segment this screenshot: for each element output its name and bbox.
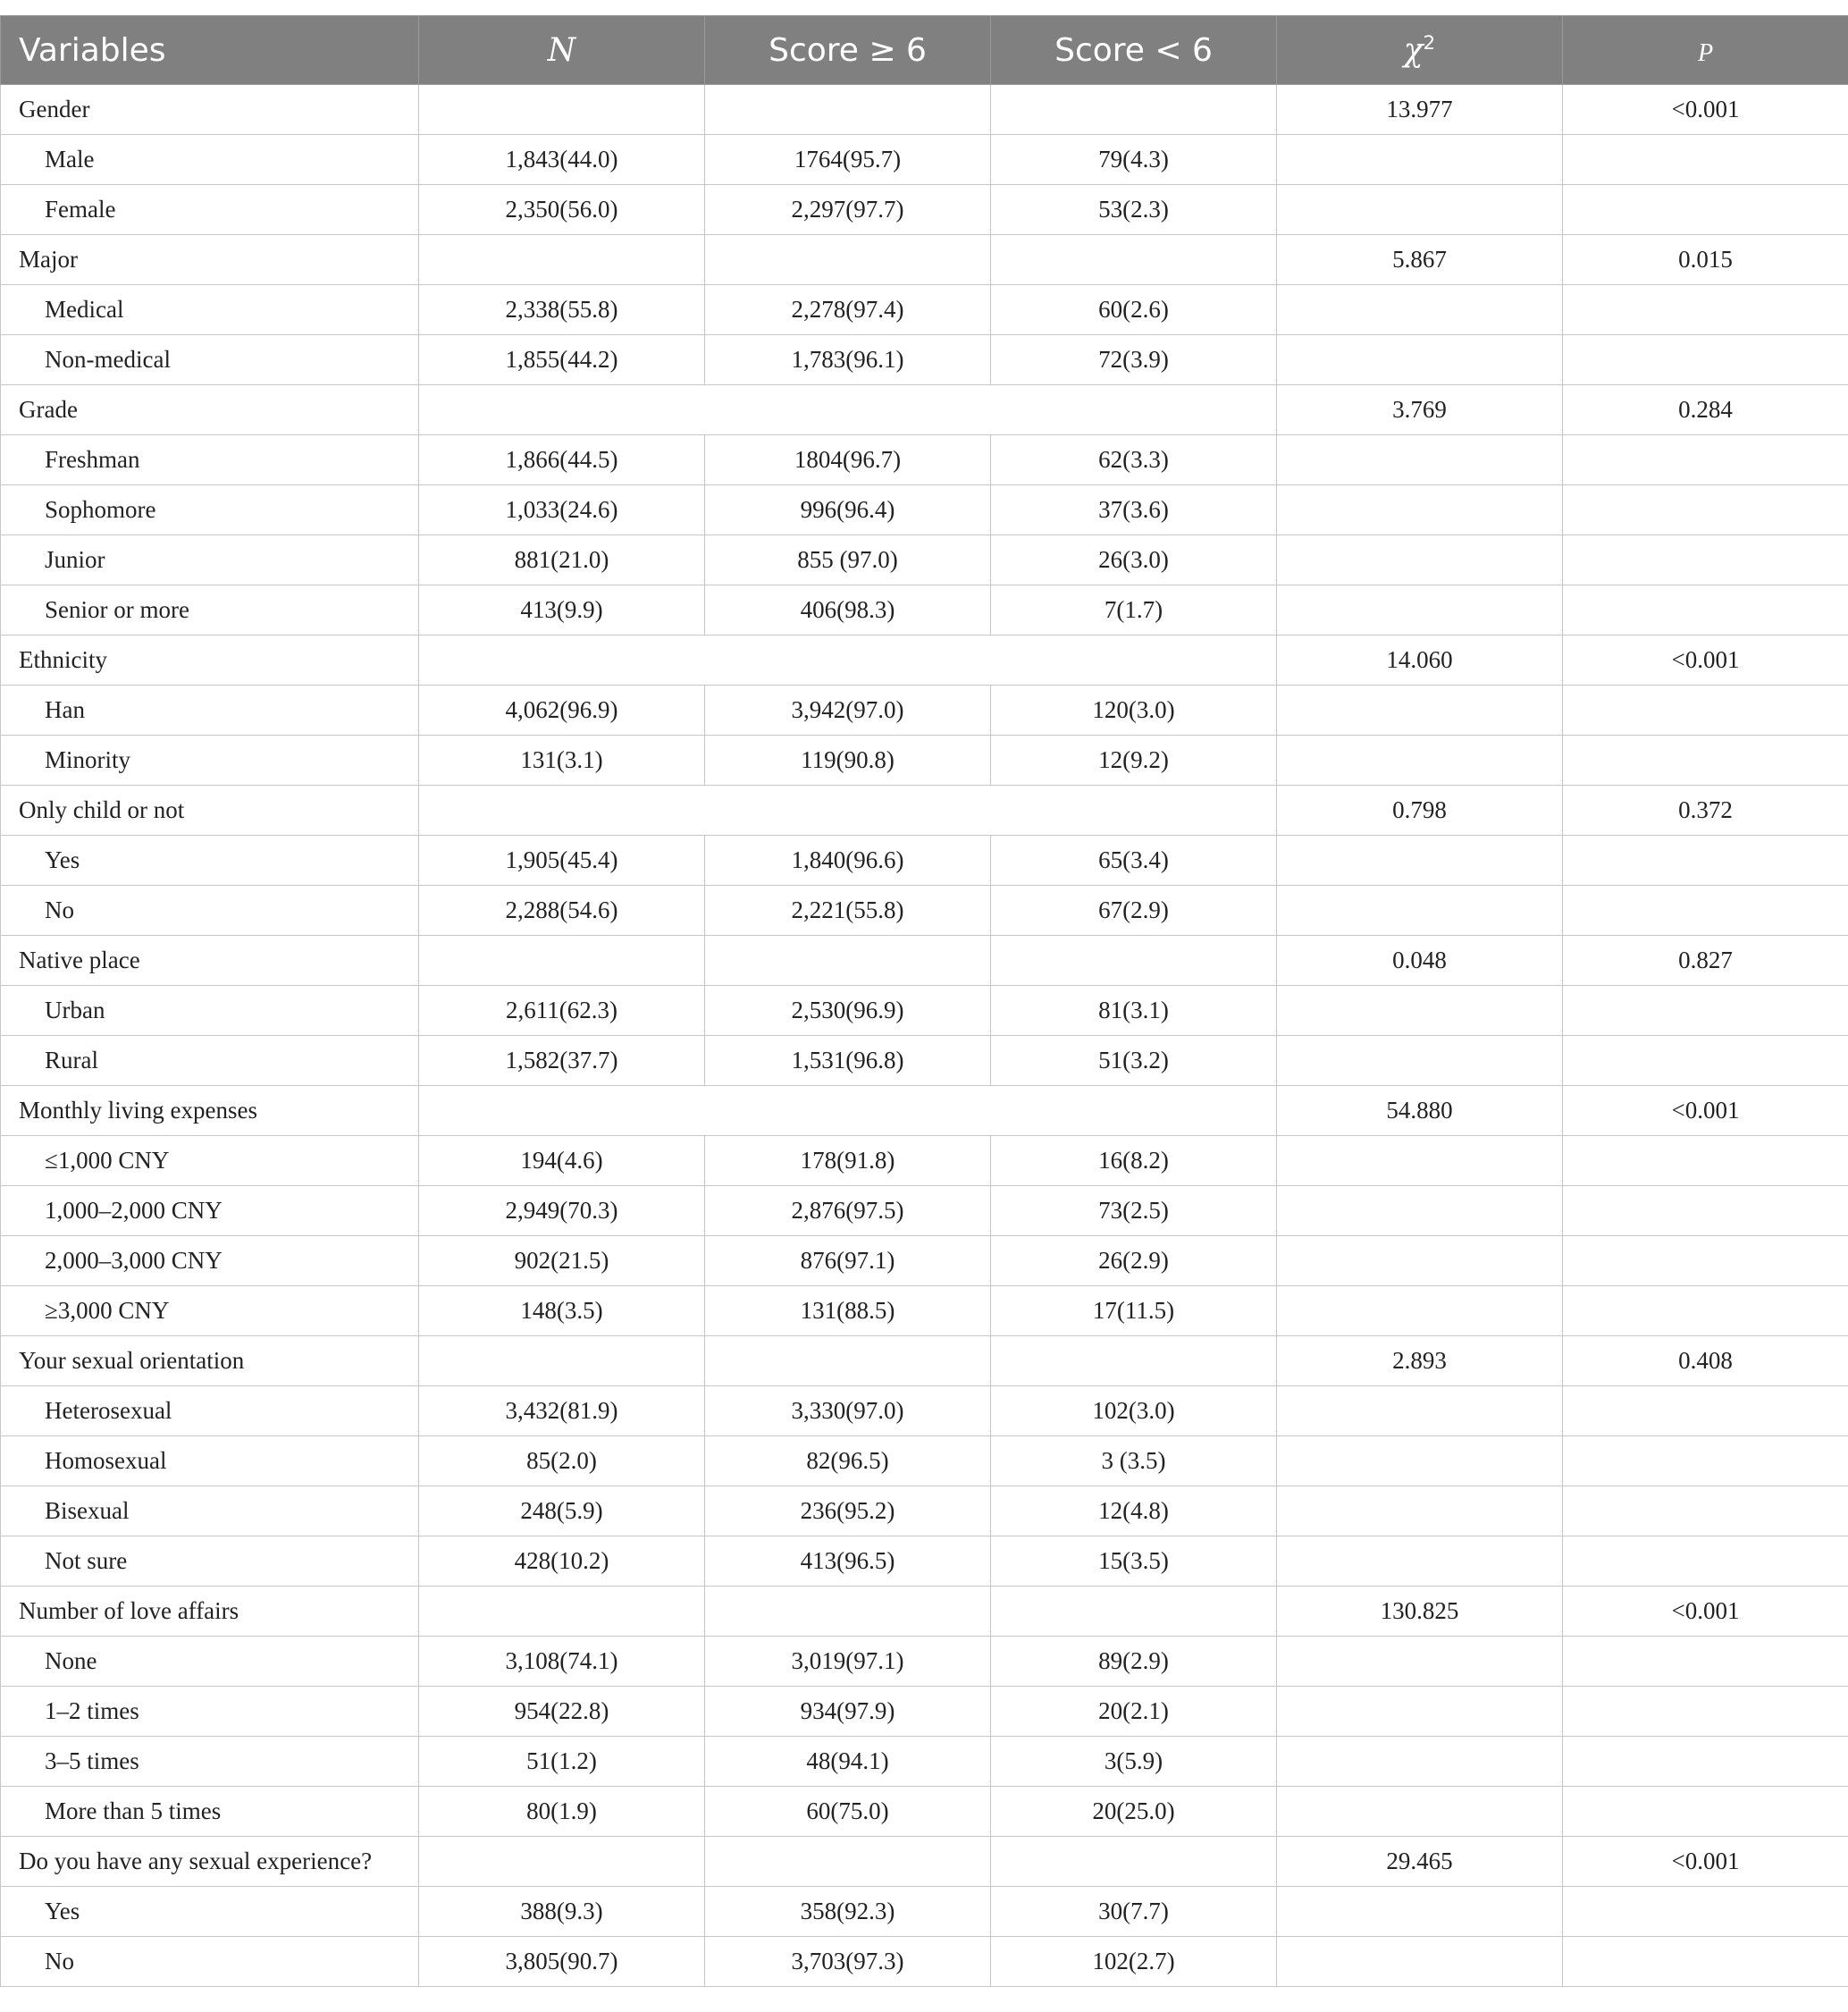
p-value-cell: 0.284 (1563, 385, 1848, 435)
n-cell: 248(5.9) (419, 1486, 705, 1536)
n-cell: 1,866(44.5) (419, 435, 705, 485)
chi-square-cell: 130.825 (1277, 1587, 1563, 1637)
n-cell (419, 1587, 705, 1637)
p-value-cell (1563, 1036, 1848, 1086)
variable-label: Monthly living expenses (1, 1086, 419, 1136)
n-cell: 2,949(70.3) (419, 1186, 705, 1236)
header-chi-square (1277, 16, 1563, 85)
score-ge-6-cell: 131(88.5) (705, 1286, 991, 1336)
score-ge-6-cell (705, 235, 991, 285)
score-ge-6-cell: 358(92.3) (705, 1887, 991, 1937)
score-ge-6-cell: 236(95.2) (705, 1486, 991, 1536)
score-ge-6-cell: 82(96.5) (705, 1436, 991, 1486)
score-ge-6-cell: 2,530(96.9) (705, 986, 991, 1036)
score-ge-6-cell: 934(97.9) (705, 1687, 991, 1737)
n-cell: 85(2.0) (419, 1436, 705, 1486)
category-label: 3–5 times (1, 1737, 419, 1787)
category-label: Heterosexual (1, 1386, 419, 1436)
chi-square-cell (1277, 135, 1563, 185)
empty-span-cell (419, 636, 1277, 686)
chi-square-cell (1277, 1887, 1563, 1937)
score-ge-6-cell: 3,019(97.1) (705, 1637, 991, 1687)
p-value-cell (1563, 585, 1848, 636)
score-ge-6-cell: 178(91.8) (705, 1136, 991, 1186)
chi-square-cell (1277, 1486, 1563, 1536)
score-lt-6-cell: 3 (3.5) (991, 1436, 1277, 1486)
score-lt-6-cell: 60(2.6) (991, 285, 1277, 335)
n-cell (419, 85, 705, 135)
chi-square-cell (1277, 886, 1563, 936)
score-lt-6-cell: 20(2.1) (991, 1687, 1277, 1737)
score-ge-6-cell: 1764(95.7) (705, 135, 991, 185)
p-value-cell: <0.001 (1563, 636, 1848, 686)
n-cell: 51(1.2) (419, 1737, 705, 1787)
table-row (1, 1136, 1848, 1186)
p-value-cell (1563, 886, 1848, 936)
header-variables: Variables (1, 16, 419, 85)
p-value-cell (1563, 1436, 1848, 1486)
score-lt-6-cell: 26(2.9) (991, 1236, 1277, 1286)
chi-square-cell (1277, 736, 1563, 786)
score-lt-6-cell: 30(7.7) (991, 1887, 1277, 1937)
score-ge-6-cell: 996(96.4) (705, 485, 991, 535)
variable-label: Gender (1, 85, 419, 135)
category-label: Junior (1, 535, 419, 585)
p-value-cell: 0.408 (1563, 1336, 1848, 1386)
n-cell: 413(9.9) (419, 585, 705, 636)
chi-square-cell (1277, 1286, 1563, 1336)
table-group-row (1, 235, 1848, 285)
category-label: Yes (1, 1887, 419, 1937)
chi-square-cell: 0.798 (1277, 786, 1563, 836)
category-label: Sophomore (1, 485, 419, 535)
p-value-cell (1563, 1236, 1848, 1286)
score-ge-6-cell: 2,297(97.7) (705, 185, 991, 235)
category-label: Bisexual (1, 1486, 419, 1536)
score-lt-6-cell: 89(2.9) (991, 1637, 1277, 1687)
p-value-cell: <0.001 (1563, 1086, 1848, 1136)
table-row (1, 1536, 1848, 1587)
chi-square-cell: 0.048 (1277, 936, 1563, 986)
score-lt-6-cell (991, 235, 1277, 285)
score-ge-6-cell: 1,840(96.6) (705, 836, 991, 886)
score-ge-6-cell: 2,221(55.8) (705, 886, 991, 936)
n-cell: 4,062(96.9) (419, 686, 705, 736)
chi-square-cell (1277, 185, 1563, 235)
n-cell: 2,611(62.3) (419, 986, 705, 1036)
p-value-cell (1563, 485, 1848, 535)
score-ge-6-cell: 3,330(97.0) (705, 1386, 991, 1436)
table-group-row (1, 1336, 1848, 1386)
score-lt-6-cell: 7(1.7) (991, 585, 1277, 636)
n-cell: 3,805(90.7) (419, 1937, 705, 1987)
n-cell (419, 235, 705, 285)
n-cell: 1,033(24.6) (419, 485, 705, 535)
table-row (1, 535, 1848, 585)
chi-square-cell (1277, 836, 1563, 886)
score-lt-6-cell: 102(2.7) (991, 1937, 1277, 1987)
table-row (1, 836, 1848, 886)
table-row (1, 1637, 1848, 1687)
chi-square-cell: 54.880 (1277, 1086, 1563, 1136)
category-label: Minority (1, 736, 419, 786)
score-lt-6-cell: 81(3.1) (991, 986, 1277, 1036)
chi-square-cell (1277, 1186, 1563, 1236)
n-cell (419, 1336, 705, 1386)
n-cell: 1,843(44.0) (419, 135, 705, 185)
category-label: 2,000–3,000 CNY (1, 1236, 419, 1286)
score-ge-6-cell: 1804(96.7) (705, 435, 991, 485)
n-cell: 194(4.6) (419, 1136, 705, 1186)
variable-label: Do you have any sexual experience? (1, 1837, 419, 1887)
category-label: Not sure (1, 1536, 419, 1587)
chi-square-cell (1277, 686, 1563, 736)
score-lt-6-cell: 53(2.3) (991, 185, 1277, 235)
p-value-cell: <0.001 (1563, 1837, 1848, 1887)
score-ge-6-cell (705, 936, 991, 986)
p-value-cell (1563, 986, 1848, 1036)
chi-square-cell: 29.465 (1277, 1837, 1563, 1887)
p-value-cell (1563, 1637, 1848, 1687)
p-value-cell (1563, 335, 1848, 385)
n-cell: 131(3.1) (419, 736, 705, 786)
score-lt-6-cell: 51(3.2) (991, 1036, 1277, 1086)
header-score-lt-6: Score < 6 (991, 16, 1277, 85)
n-cell: 954(22.8) (419, 1687, 705, 1737)
score-lt-6-cell (991, 1837, 1277, 1887)
table-group-row (1, 636, 1848, 686)
table-row (1, 1386, 1848, 1436)
chi-square-cell (1277, 1687, 1563, 1737)
chi-square-cell (1277, 485, 1563, 535)
p-value-cell (1563, 1937, 1848, 1987)
chi-square-cell (1277, 1436, 1563, 1486)
p-value-cell (1563, 1386, 1848, 1436)
p-value-cell (1563, 535, 1848, 585)
table-row (1, 1486, 1848, 1536)
n-cell: 1,582(37.7) (419, 1036, 705, 1086)
score-lt-6-cell: 20(25.0) (991, 1787, 1277, 1837)
score-ge-6-cell: 60(75.0) (705, 1787, 991, 1837)
variable-label: Your sexual orientation (1, 1336, 419, 1386)
score-ge-6-cell (705, 1837, 991, 1887)
category-label: Senior or more (1, 585, 419, 636)
table-row (1, 285, 1848, 335)
table-row (1, 1687, 1848, 1737)
empty-span-cell (419, 786, 1277, 836)
chi-square-cell (1277, 1536, 1563, 1587)
score-ge-6-cell: 413(96.5) (705, 1536, 991, 1587)
score-lt-6-cell (991, 85, 1277, 135)
table-row (1, 485, 1848, 535)
n-cell (419, 1837, 705, 1887)
p-value-cell: <0.001 (1563, 1587, 1848, 1637)
chi-square-cell (1277, 535, 1563, 585)
p-value-cell (1563, 836, 1848, 886)
n-cell: 2,288(54.6) (419, 886, 705, 936)
p-value-cell (1563, 1286, 1848, 1336)
score-ge-6-cell: 406(98.3) (705, 585, 991, 636)
score-lt-6-cell: 37(3.6) (991, 485, 1277, 535)
category-label: Han (1, 686, 419, 736)
p-value-cell (1563, 1687, 1848, 1737)
variable-label: Number of love affairs (1, 1587, 419, 1637)
score-lt-6-cell: 102(3.0) (991, 1386, 1277, 1436)
p-value-cell: 0.827 (1563, 936, 1848, 986)
chi-square-cell: 14.060 (1277, 636, 1563, 686)
score-lt-6-cell (991, 1587, 1277, 1637)
score-lt-6-cell: 120(3.0) (991, 686, 1277, 736)
n-cell: 3,108(74.1) (419, 1637, 705, 1687)
p-value-cell (1563, 435, 1848, 485)
category-label: ≥3,000 CNY (1, 1286, 419, 1336)
table-row (1, 435, 1848, 485)
chi-square-cell (1277, 1937, 1563, 1987)
chi-square-cell (1277, 1737, 1563, 1787)
category-label: ≤1,000 CNY (1, 1136, 419, 1186)
category-label: None (1, 1637, 419, 1687)
variable-label: Native place (1, 936, 419, 986)
score-lt-6-cell: 62(3.3) (991, 435, 1277, 485)
p-value-cell (1563, 1136, 1848, 1186)
score-ge-6-cell (705, 1587, 991, 1637)
chi-square-cell (1277, 285, 1563, 335)
table-row (1, 1787, 1848, 1837)
chi-square-cell (1277, 1236, 1563, 1286)
header-n (419, 16, 705, 85)
table-row (1, 1937, 1848, 1987)
table-group-row (1, 85, 1848, 135)
chi-square-cell (1277, 335, 1563, 385)
table-row (1, 1036, 1848, 1086)
score-ge-6-cell: 2,876(97.5) (705, 1186, 991, 1236)
table-group-row (1, 1587, 1848, 1637)
score-ge-6-cell: 2,278(97.4) (705, 285, 991, 335)
score-ge-6-cell: 119(90.8) (705, 736, 991, 786)
category-label: 1,000–2,000 CNY (1, 1186, 419, 1236)
table-group-row (1, 385, 1848, 435)
empty-span-cell (419, 385, 1277, 435)
score-ge-6-cell: 48(94.1) (705, 1737, 991, 1787)
statistics-table (0, 15, 1848, 1987)
score-ge-6-cell: 1,783(96.1) (705, 335, 991, 385)
score-lt-6-cell: 17(11.5) (991, 1286, 1277, 1336)
n-cell: 2,350(56.0) (419, 185, 705, 235)
n-cell: 3,432(81.9) (419, 1386, 705, 1436)
table-row (1, 1236, 1848, 1286)
n-cell (419, 936, 705, 986)
table-group-row (1, 786, 1848, 836)
n-cell: 80(1.9) (419, 1787, 705, 1837)
table-row (1, 585, 1848, 636)
chi-square-cell (1277, 1136, 1563, 1186)
n-cell: 148(3.5) (419, 1286, 705, 1336)
p-value-cell (1563, 686, 1848, 736)
score-lt-6-cell: 16(8.2) (991, 1136, 1277, 1186)
table-row (1, 1286, 1848, 1336)
table-row (1, 335, 1848, 385)
header-p (1563, 16, 1848, 85)
score-lt-6-cell (991, 936, 1277, 986)
chi-square-cell (1277, 585, 1563, 636)
n-cell: 902(21.5) (419, 1236, 705, 1286)
category-label: Female (1, 185, 419, 235)
category-label: Urban (1, 986, 419, 1036)
header-chi-exponent: 2 (1423, 31, 1436, 55)
chi-square-cell (1277, 1787, 1563, 1837)
score-lt-6-cell: 67(2.9) (991, 886, 1277, 936)
category-label: 1–2 times (1, 1687, 419, 1737)
n-cell: 388(9.3) (419, 1887, 705, 1937)
chi-square-cell: 3.769 (1277, 385, 1563, 435)
table-row (1, 135, 1848, 185)
table-row (1, 1887, 1848, 1937)
p-value-cell (1563, 135, 1848, 185)
p-value-cell: <0.001 (1563, 85, 1848, 135)
score-lt-6-cell: 12(4.8) (991, 1486, 1277, 1536)
variable-label: Only child or not (1, 786, 419, 836)
p-value-cell (1563, 1787, 1848, 1837)
category-label: More than 5 times (1, 1787, 419, 1837)
table-group-row (1, 936, 1848, 986)
table-row (1, 1737, 1848, 1787)
header-n-label: N (547, 31, 576, 69)
score-lt-6-cell: 79(4.3) (991, 135, 1277, 185)
category-label: Homosexual (1, 1436, 419, 1486)
score-ge-6-cell: 876(97.1) (705, 1236, 991, 1286)
n-cell: 1,855(44.2) (419, 335, 705, 385)
p-value-cell (1563, 1486, 1848, 1536)
category-label: Non-medical (1, 335, 419, 385)
n-cell: 2,338(55.8) (419, 285, 705, 335)
chi-square-cell (1277, 986, 1563, 1036)
table-body (1, 85, 1848, 1987)
category-label: No (1, 886, 419, 936)
table-row (1, 886, 1848, 936)
variable-label: Grade (1, 385, 419, 435)
score-lt-6-cell: 65(3.4) (991, 836, 1277, 886)
score-lt-6-cell: 15(3.5) (991, 1536, 1277, 1587)
score-ge-6-cell (705, 1336, 991, 1386)
n-cell: 428(10.2) (419, 1536, 705, 1587)
n-cell: 1,905(45.4) (419, 836, 705, 886)
chi-square-cell (1277, 435, 1563, 485)
header-p-label: P (1697, 38, 1714, 67)
variable-label: Major (1, 235, 419, 285)
header-score-ge-6: Score ≥ 6 (705, 16, 991, 85)
chi-square-cell (1277, 1036, 1563, 1086)
score-lt-6-cell: 72(3.9) (991, 335, 1277, 385)
category-label: Medical (1, 285, 419, 335)
category-label: Male (1, 135, 419, 185)
table-row (1, 686, 1848, 736)
table-row (1, 1436, 1848, 1486)
table-row (1, 185, 1848, 235)
p-value-cell (1563, 1737, 1848, 1787)
score-ge-6-cell (705, 85, 991, 135)
p-value-cell (1563, 1536, 1848, 1587)
score-ge-6-cell: 3,942(97.0) (705, 686, 991, 736)
table-row (1, 1186, 1848, 1236)
chi-square-cell (1277, 1386, 1563, 1436)
table-group-row (1, 1086, 1848, 1136)
category-label: No (1, 1937, 419, 1987)
table-group-row (1, 1837, 1848, 1887)
chi-square-cell: 5.867 (1277, 235, 1563, 285)
p-value-cell (1563, 185, 1848, 235)
score-ge-6-cell: 3,703(97.3) (705, 1937, 991, 1987)
p-value-cell: 0.015 (1563, 235, 1848, 285)
score-ge-6-cell: 855 (97.0) (705, 535, 991, 585)
score-lt-6-cell: 12(9.2) (991, 736, 1277, 786)
score-ge-6-cell: 1,531(96.8) (705, 1036, 991, 1086)
score-lt-6-cell: 3(5.9) (991, 1737, 1277, 1787)
header-chi-symbol: χ (1403, 31, 1424, 69)
score-lt-6-cell: 26(3.0) (991, 535, 1277, 585)
table-header-row (1, 16, 1848, 85)
n-cell: 881(21.0) (419, 535, 705, 585)
chi-square-cell (1277, 1637, 1563, 1687)
variable-label: Ethnicity (1, 636, 419, 686)
category-label: Rural (1, 1036, 419, 1086)
empty-span-cell (419, 1086, 1277, 1136)
p-value-cell (1563, 736, 1848, 786)
category-label: Freshman (1, 435, 419, 485)
p-value-cell: 0.372 (1563, 786, 1848, 836)
chi-square-cell: 13.977 (1277, 85, 1563, 135)
p-value-cell (1563, 1887, 1848, 1937)
p-value-cell (1563, 1186, 1848, 1236)
category-label: Yes (1, 836, 419, 886)
table-row (1, 736, 1848, 786)
chi-square-cell: 2.893 (1277, 1336, 1563, 1386)
score-lt-6-cell: 73(2.5) (991, 1186, 1277, 1236)
table-row (1, 986, 1848, 1036)
p-value-cell (1563, 285, 1848, 335)
score-lt-6-cell (991, 1336, 1277, 1386)
